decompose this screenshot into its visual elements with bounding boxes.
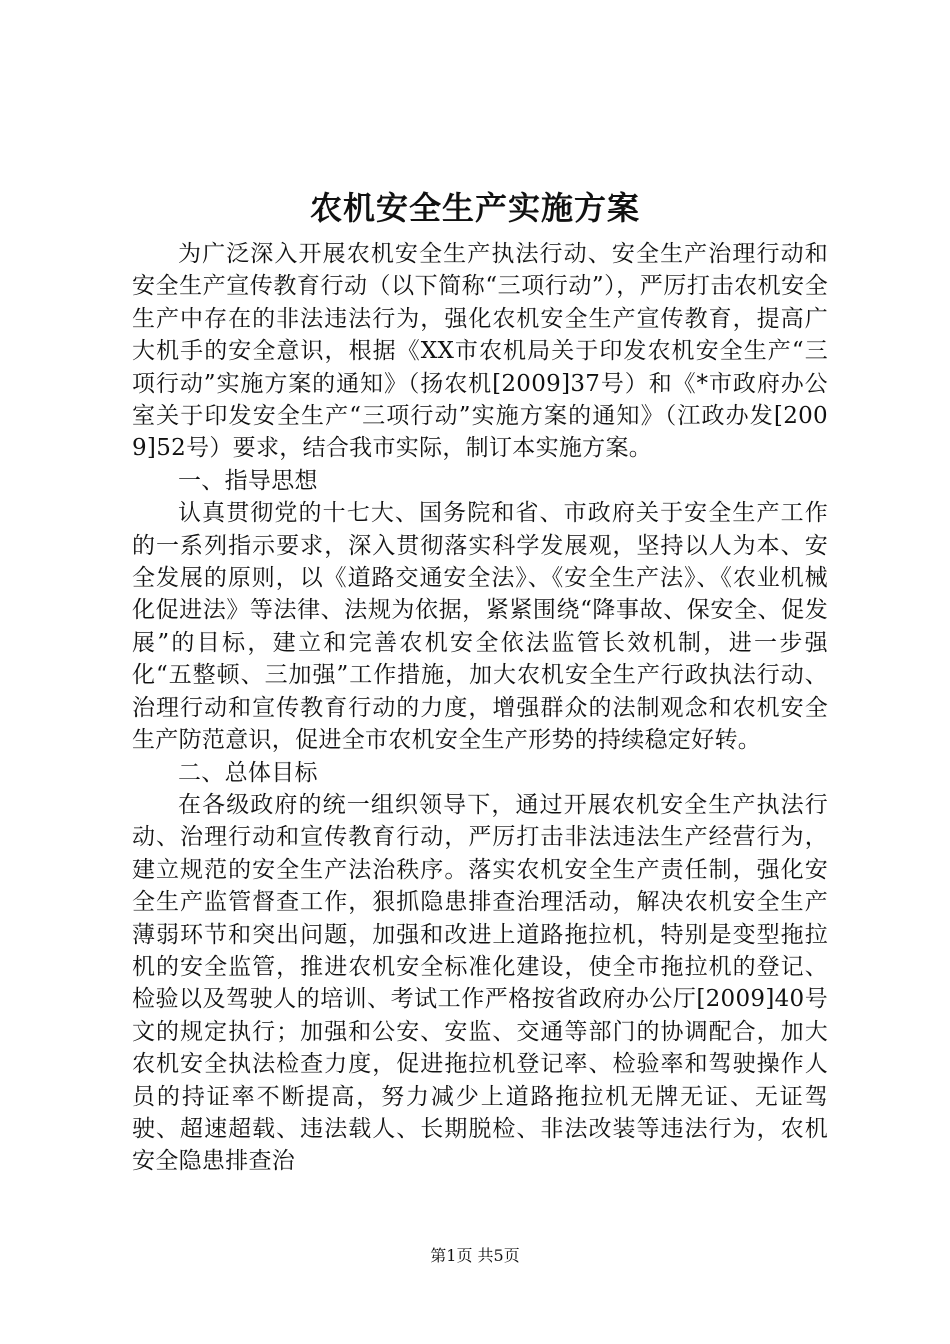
section-heading-guiding-ideology: 一、指导思想 — [178, 467, 318, 494]
page-title: 农机安全生产实施方案 — [309, 189, 640, 227]
guiding-ideology-paragraph: 认真贯彻党的十七大、国务院和省、市政府关于安全生产工作的一系列指示要求，深入贯彻落实科学发展观，坚持以人为本、安全发展的原则，以《道路交通安全法》、《安全生产法》、《农业机械化促进法》等法律、法规为依据，紧紧围绕“降事故、保安全、促发展”的目标，建立和完善农机安全依法监管长效机制，进一步强化“五整顿、三加强”工作措施，加大农机安全生产行政执法行动、治理行动和宣传教育行动的力度，增强群众的法制观念和农机安全生产防范意识，促进全市农机安全生产形势的持续稳定好转。 — [132, 500, 828, 754]
overall-goal-paragraph: 在各级政府的统一组织领导下，通过开展农机安全生产执法行动、治理行动和宣传教育行动，严厉打击非法违法生产经营行为，建立规范的安全生产法治秩序。落实农机安全生产责任制，强化安全生产监管督查工作，狠抓隐患排查治理活动，解决农机安全生产薄弱环节和突出问题，加强和改进上道路拖拉机，特别是变型拖拉机的安全监管，推进农机安全标准化建设，使全市拖拉机的登记、检验以及驾驶人的培训、考试工作严格按省政府办公厅[2009]40号文的规定执行；加强和公安、安监、交通等部门的协调配合，加大农机安全执法检查力度，促进拖拉机登记率、检验率和驾驶操作人员的持证率不断提高，努力减少上道路拖拉机无牌无证、无证驾驶、超速超载、违法载人、长期脱检、非法改装等违法行为，农机安全隐患排查治 — [132, 791, 828, 1175]
document-body — [132, 238, 828, 1178]
intro-paragraph: 为广泛深入开展农机安全生产执法行动、安全生产治理行动和安全生产宣传教育行动（以下简称“三项行动”），严厉打击农机安全生产中存在的非法违法行为，强化农机安全生产宣传教育，提高广大机手的安全意识，根据《XX市农机局关于印发农机安全生产“三项行动”实施方案的通知》（扬农机[2009]37号）和《*市政府办公室关于印发安全生产“三项行动”实施方案的通知》（江政办发[2009]52号）要求，结合我市实际，制订本实施方案。 — [132, 241, 828, 462]
section-heading-overall-goal: 二、总体目标 — [178, 759, 318, 786]
page-footer: 第1页 共5页 — [430, 1246, 520, 1265]
